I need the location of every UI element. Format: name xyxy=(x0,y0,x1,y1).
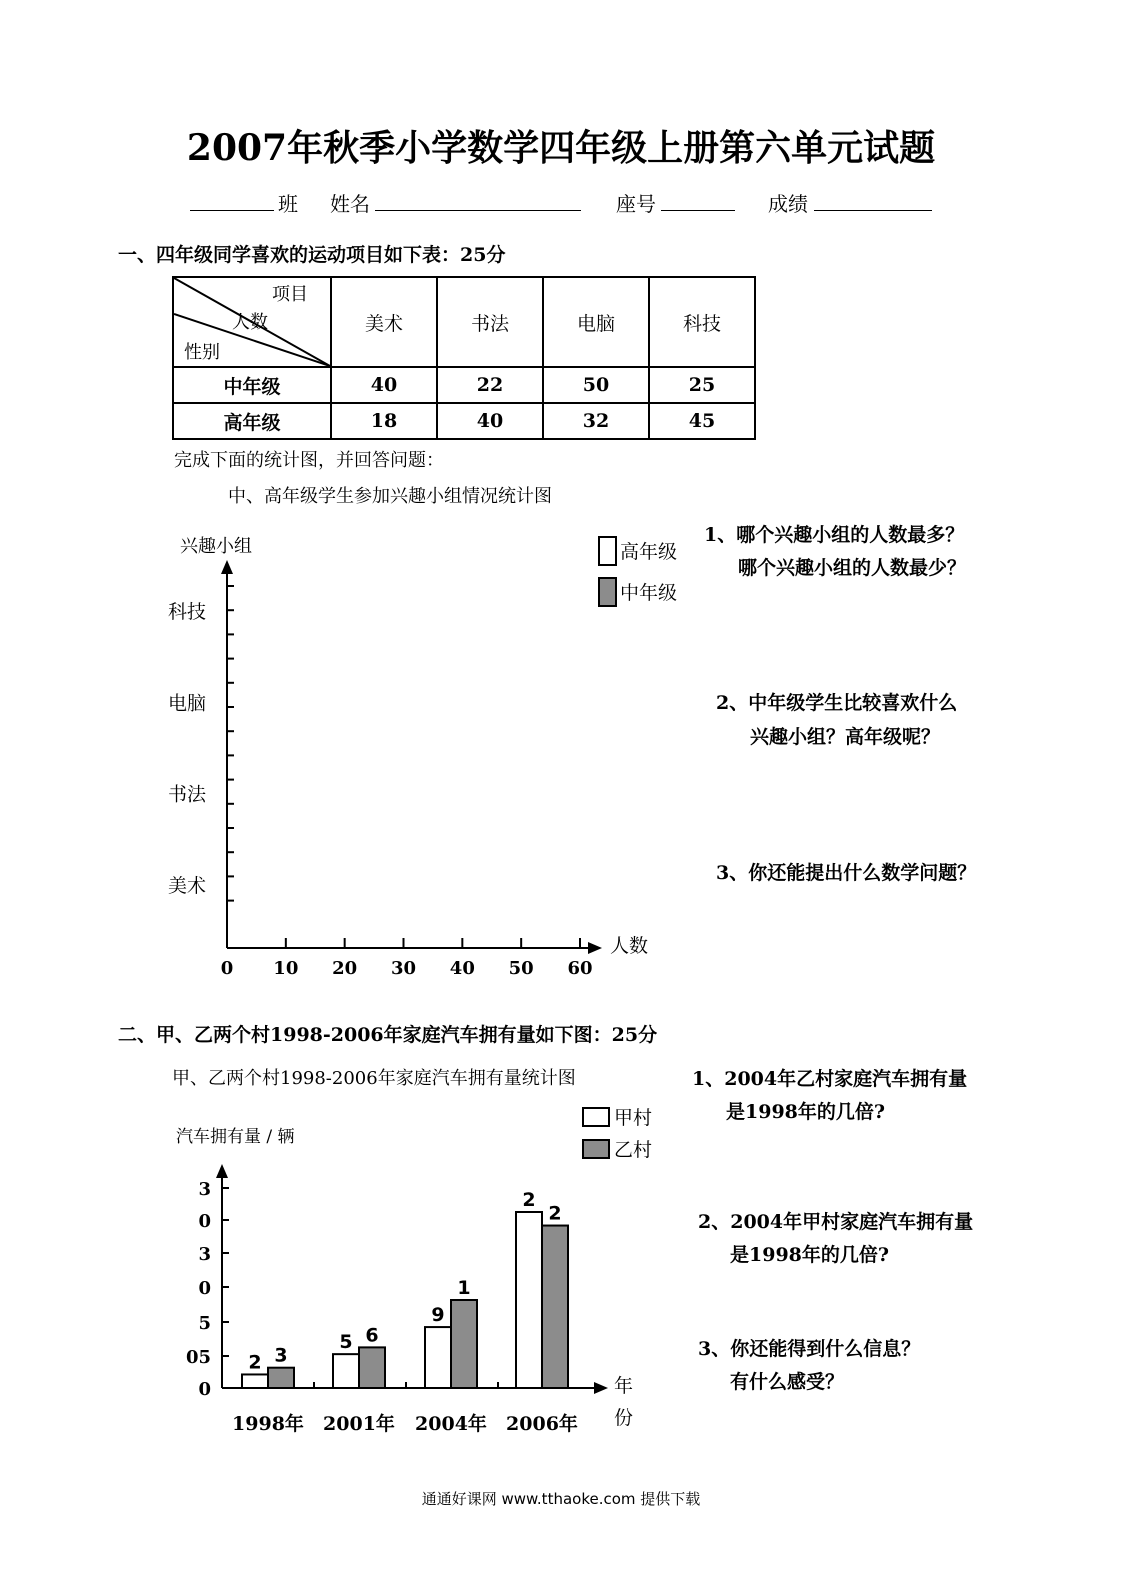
chart2-data-label: 3 xyxy=(274,1344,288,1367)
table-cell: 40 xyxy=(331,367,437,403)
chart1-x-tick-label: 50 xyxy=(508,958,534,979)
table-cell: 40 xyxy=(437,403,543,439)
chart1-x-tick-label: 10 xyxy=(273,958,299,979)
chart2-y-tick-label: 5 xyxy=(198,1313,211,1334)
chart2-category-label: 1998年 xyxy=(232,1413,304,1435)
page-title: 2007年秋季小学数学四年级上册第六单元试题 xyxy=(186,127,936,169)
s2-question-2b: 是1998年的几倍? xyxy=(730,1244,890,1266)
s2-question-1: 1、2004年乙村家庭汽车拥有量 xyxy=(692,1068,968,1090)
chart2-y-tick-label: 0 xyxy=(198,1211,211,1232)
chart2-bar xyxy=(268,1368,294,1388)
table-cell: 50 xyxy=(543,367,649,403)
chart2-y-tick-label: 3 xyxy=(198,1179,211,1200)
s2-question-3b: 有什么感受？ xyxy=(730,1371,845,1393)
chart1-category-label: 美术 xyxy=(168,875,207,897)
chart2-y-arrow xyxy=(216,1164,228,1178)
chart2-xlabel-2: 份 xyxy=(614,1407,634,1429)
table-cell: 18 xyxy=(331,403,437,439)
seat-label: 座号 xyxy=(616,192,656,216)
legend-label-jia: 甲村 xyxy=(614,1107,653,1129)
chart2-x-arrow xyxy=(594,1382,608,1394)
legend-swatch-yi xyxy=(583,1140,609,1158)
chart1-title: 中、高年级学生参加兴趣小组情况统计图 xyxy=(228,486,552,507)
table-cell: 22 xyxy=(437,367,543,403)
chart2-y-tick-label: 0 xyxy=(198,1379,211,1400)
s1-question-2: 2、中年级学生比较喜欢什么 xyxy=(716,692,958,714)
chart1-instruction: 完成下面的统计图，并回答问题： xyxy=(174,450,444,471)
chart1-x-tick-label: 40 xyxy=(449,958,475,979)
chart1-category-label: 书法 xyxy=(168,783,207,806)
table-cell: 45 xyxy=(649,403,755,439)
chart2-bar xyxy=(425,1327,451,1388)
table-header-cell: 美术 xyxy=(331,277,437,367)
s1-question-1b: 哪个兴趣小组的人数最少？ xyxy=(738,557,967,579)
table-header-cell: 科技 xyxy=(649,277,755,367)
chart2-ylabel: 汽车拥有量 / 辆 xyxy=(176,1127,295,1147)
s1-question-3: 3、你还能提出什么数学问题？ xyxy=(716,862,977,884)
chart2-y-tick-label: 05 xyxy=(185,1347,211,1368)
row-label: 中年级 xyxy=(173,367,331,403)
row-label: 高年级 xyxy=(173,403,331,439)
s2-question-3: 3、你还能得到什么信息？ xyxy=(698,1338,921,1360)
legend-swatch-jia xyxy=(583,1108,609,1126)
chart2-bar xyxy=(333,1354,359,1388)
legend-label-high: 高年级 xyxy=(620,541,678,563)
chart2-y-tick-label: 3 xyxy=(198,1244,211,1265)
chart1-xlabel: 人数 xyxy=(610,935,649,957)
corner-top-label: 项目 xyxy=(272,284,308,305)
chart2-xlabel-1: 年 xyxy=(614,1375,634,1397)
chart2-bar xyxy=(542,1226,568,1388)
s1-question-2b: 兴趣小组？高年级呢？ xyxy=(750,726,941,748)
chart1-x-tick-label: 60 xyxy=(567,958,593,979)
table-cell: 32 xyxy=(543,403,649,439)
chart1-ylabel: 兴趣小组 xyxy=(180,536,252,557)
chart2-title: 甲、乙两个村1998-2006年家庭汽车拥有量统计图 xyxy=(172,1068,576,1089)
section2-heading: 二、甲、乙两个村1998-2006年家庭汽车拥有量如下图：25分 xyxy=(118,1024,658,1046)
chart1-x-tick-label: 30 xyxy=(390,958,417,979)
score-label: 成绩 xyxy=(768,192,808,216)
chart1-category-label: 电脑 xyxy=(168,692,207,715)
chart2-bar xyxy=(359,1347,385,1388)
table-header-cell: 书法 xyxy=(437,277,543,367)
chart2-data-label: 2 xyxy=(522,1189,536,1211)
legend-label-yi: 乙村 xyxy=(614,1139,653,1161)
chart2-data-label: 2 xyxy=(248,1351,262,1374)
chart2-data-label: 2 xyxy=(548,1202,562,1225)
table-cell: 25 xyxy=(649,367,755,403)
chart2-data-label: 6 xyxy=(365,1324,379,1347)
chart2-category-label: 2004年 xyxy=(415,1413,487,1435)
class-label: 班 xyxy=(278,192,298,216)
chart1-category-label: 科技 xyxy=(168,601,207,623)
chart2-bar xyxy=(451,1300,477,1388)
s2-question-1b: 是1998年的几倍? xyxy=(726,1101,886,1123)
chart2-bar xyxy=(516,1212,542,1388)
footer-credit: 通通好课网 www.tthaoke.com 提供下载 xyxy=(421,1490,701,1508)
s2-question-2: 2、2004年甲村家庭汽车拥有量 xyxy=(698,1211,974,1233)
chart1-x-tick-label: 20 xyxy=(332,958,358,979)
legend-label-mid: 中年级 xyxy=(620,582,678,604)
name-label: 姓名 xyxy=(330,192,370,216)
chart2-data-label: 1 xyxy=(457,1277,471,1299)
corner-bottom-label: 性别 xyxy=(184,342,220,363)
chart1-x-tick-label: 0 xyxy=(220,958,234,979)
chart2-data-label: 5 xyxy=(339,1331,353,1354)
chart2-category-label: 2001年 xyxy=(323,1413,395,1435)
corner-middle-label: 人数 xyxy=(232,312,268,333)
table-header-cell: 电脑 xyxy=(543,277,649,367)
chart2-category-label: 2006年 xyxy=(506,1413,578,1435)
chart2-data-label: 9 xyxy=(431,1304,445,1327)
chart2-bar xyxy=(242,1374,268,1388)
chart2-y-tick-label: 0 xyxy=(198,1278,211,1299)
section1-heading: 一、四年级同学喜欢的运动项目如下表：25分 xyxy=(118,244,506,266)
s1-question-1: 1、哪个兴趣小组的人数最多？ xyxy=(704,524,965,546)
